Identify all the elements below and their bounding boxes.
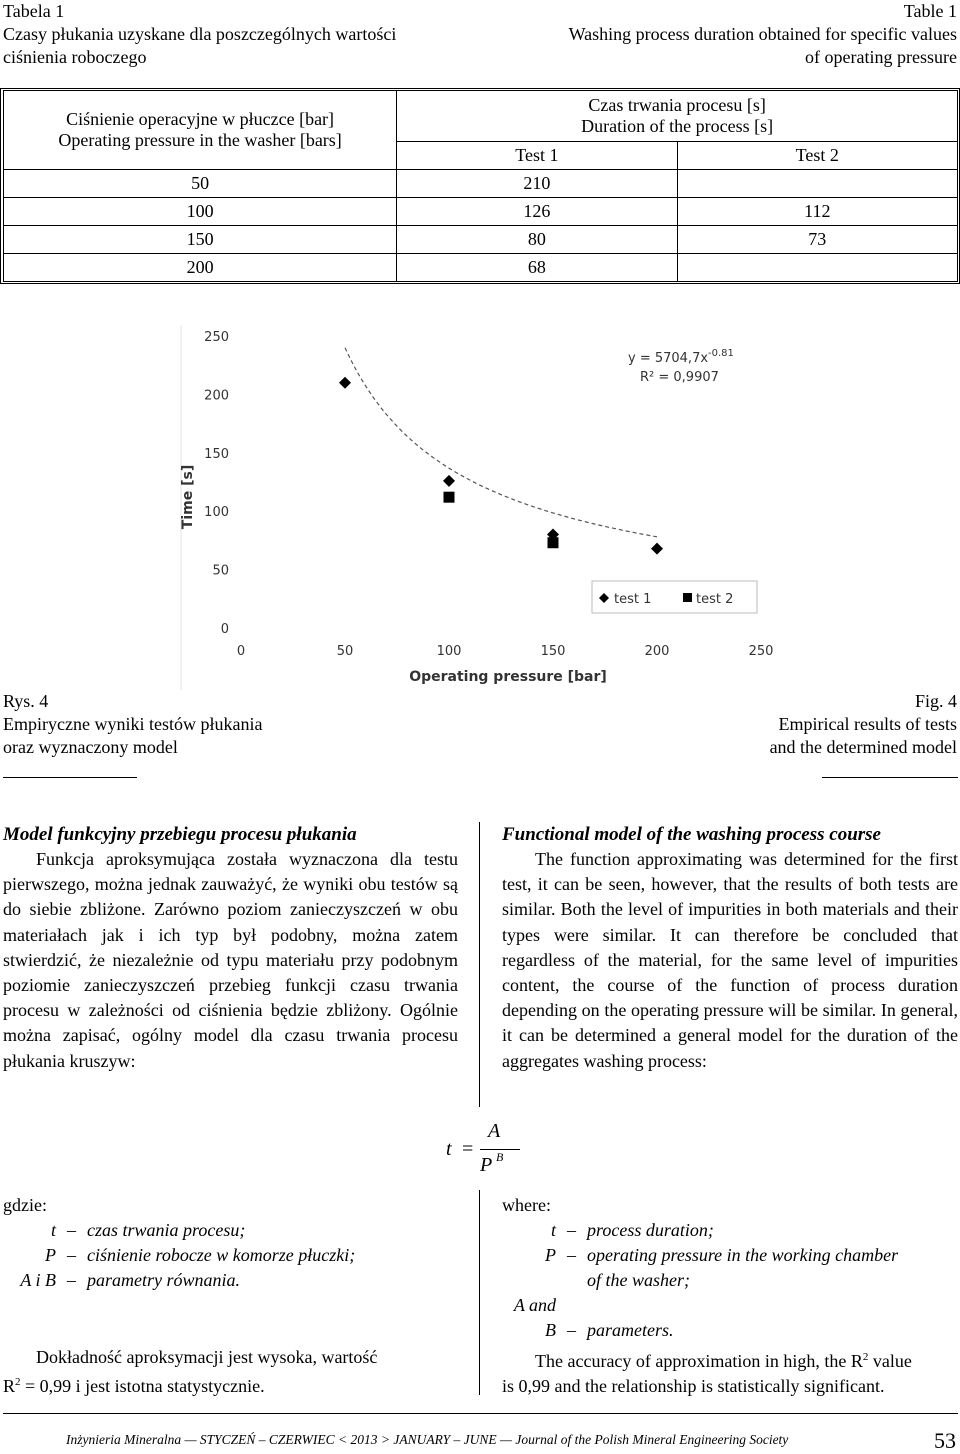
section-title-en: Functional model of the washing process course	[502, 824, 881, 845]
table-cell: 112	[677, 198, 957, 226]
def-dash: –	[567, 1245, 576, 1265]
trend-equation-base: y = 5704,7x	[628, 351, 709, 366]
formula-exponent: B	[496, 1150, 504, 1164]
col-header-pressure	[4, 91, 397, 170]
formula-lhs: t	[446, 1138, 452, 1160]
column-divider-top	[479, 822, 480, 1107]
section-body-pl: Funkcja aproksymująca została wyznaczona dla testu pierwszego, można jednak zauważyć, że wyniki obu testów są do siebie zbliżone. Zarówno poziom zanieczyszczeń w obu materiałach jak i ich typ był podobny, można zatem stwierdzić, że niezależnie od typu materiału przy podobnym poziomie zanieczyszczeń przebieg funkcji czasu trwania procesu w zależności od ciśnienia będzie zbliżony. Ogólnie można zapisać, ogólny model dla czasu trwania procesu płukania kruszyw:	[3, 849, 458, 1071]
formula	[446, 1118, 526, 1180]
col-header-duration-en: Duration of the process [s]	[581, 116, 774, 136]
divider-left	[3, 777, 137, 778]
accuracy-pl-rest: = 0,99 i jest istotna statystycznie.	[20, 1376, 265, 1396]
def-item	[0, 1243, 470, 1268]
def-symbol: t	[550, 1220, 556, 1240]
y-tick-label: 0	[220, 622, 229, 637]
table-cell: 210	[397, 170, 677, 198]
table-cell: 150	[4, 226, 397, 254]
point-test2	[444, 492, 455, 503]
section-title-pl: Model funkcyjny przebiegu procesu płukania	[3, 824, 357, 845]
formula-equals: =	[462, 1138, 474, 1160]
table-cell: 68	[397, 254, 677, 282]
table-cell	[677, 170, 957, 198]
y-tick-label: 100	[204, 505, 229, 521]
legend-test1: test 1	[614, 592, 652, 607]
figure-title-en-line2: and the determined model	[769, 737, 957, 757]
def-desc: of the washer;	[587, 1270, 690, 1290]
x-tick-label: 50	[336, 644, 354, 659]
def-dash: –	[567, 1220, 576, 1240]
table-row	[4, 254, 958, 282]
def-symbol: P	[545, 1245, 556, 1265]
col-header-duration-pl: Czas trwania procesu [s]	[588, 95, 766, 115]
x-tick-label: 100	[436, 644, 462, 659]
y-axis-label: Time [s]	[180, 464, 196, 530]
figure-title-en-line1: Empirical results of tests	[778, 714, 957, 734]
col-header-pressure-pl: Ciśnienie operacyjne w płuczce [bar]	[66, 109, 335, 129]
def-desc: parameters.	[587, 1320, 674, 1340]
point-test1	[651, 543, 663, 555]
sub-header-test2: Test 2	[677, 142, 957, 170]
x-tick-label: 150	[540, 644, 566, 659]
col-header-duration	[397, 91, 958, 142]
def-dash: –	[67, 1220, 76, 1240]
defs-list-en	[500, 1218, 960, 1343]
data-table	[3, 90, 958, 282]
def-dash: –	[67, 1270, 76, 1290]
legend-square-marker	[683, 593, 692, 602]
trend-equation-exponent: -0.81	[708, 348, 734, 359]
def-dash: –	[567, 1320, 576, 1340]
accuracy-pl-sup: 2	[15, 1376, 21, 1388]
section-pl	[3, 822, 458, 1074]
trend-equation	[628, 348, 734, 366]
table-title-en-line1: Washing process duration obtained for specific values	[568, 24, 957, 44]
accuracy-en-text: The accuracy of approximation in high, the R	[535, 1351, 863, 1371]
point-test1	[339, 377, 351, 389]
accuracy-en-line2: is 0,99 and the relationship is statistically significant.	[502, 1376, 885, 1396]
table-title-pl-line1: Czasy płukania uzyskane dla poszczególnych wartości	[3, 24, 397, 44]
def-item	[500, 1218, 960, 1243]
table-label-en: Table 1	[903, 1, 957, 21]
table-caption-en	[569, 0, 957, 69]
point-test2	[548, 537, 559, 548]
accuracy-pl-line1: Dokładność aproksymacji jest wysoka, wartość	[36, 1347, 378, 1367]
table-cell: 200	[4, 254, 397, 282]
column-divider-bottom	[479, 1190, 480, 1395]
def-symbol: t	[50, 1220, 56, 1240]
defs-list-pl	[0, 1218, 470, 1293]
y-tick-label: 200	[204, 388, 229, 404]
formula-denominator: P	[480, 1154, 493, 1176]
figure-caption-pl	[3, 690, 262, 759]
table-row	[4, 198, 958, 226]
x-tick-label: 0	[236, 644, 246, 659]
table-cell	[677, 254, 957, 282]
def-symbol: A and B	[513, 1295, 556, 1340]
footer-rule	[3, 1413, 958, 1414]
def-desc: operating pressure in the working chamber	[587, 1245, 899, 1265]
table-title-pl-line2: ciśnienia roboczego	[3, 47, 147, 67]
y-tick-label: 150	[204, 446, 229, 462]
accuracy-en	[502, 1345, 958, 1399]
trend-r2: R² = 0,9907	[640, 370, 719, 385]
x-axis-ticks	[237, 644, 774, 659]
def-item	[0, 1218, 470, 1243]
def-item	[500, 1268, 960, 1293]
def-desc: ciśnienie robocze w komorze płuczki;	[87, 1245, 356, 1265]
section-en	[502, 822, 958, 1074]
accuracy-pl-line2	[3, 1370, 458, 1399]
accuracy-en-sup: 2	[862, 1351, 869, 1363]
section-body-en: The function approximating was determined for the first test, it can be seen, however, that the results of both tests are similar. Both the level of impurities in both materials and their types were similar. It can therefore be concluded that regardless of the material, for the same level of impurities content, the course of the function of process duration depending on the operating pressure will be similar. In general, it can be determined a general model for the duration of the aggregates washing process:	[502, 849, 958, 1071]
def-desc: czas trwania procesu;	[87, 1220, 246, 1240]
x-axis-label: Operating pressure [bar]	[409, 669, 607, 685]
col-header-pressure-en: Operating pressure in the washer [bars]	[58, 130, 342, 150]
table-cell: 80	[397, 226, 677, 254]
def-item	[0, 1268, 470, 1293]
table-row	[4, 226, 958, 254]
table-caption-pl	[3, 0, 396, 69]
defs-intro-pl: gdzie:	[3, 1195, 47, 1215]
accuracy-pl	[3, 1345, 458, 1399]
table-cell: 126	[397, 198, 677, 226]
table-label-pl: Tabela 1	[3, 1, 65, 21]
def-item	[500, 1243, 960, 1268]
table-title-en-line2: of operating pressure	[805, 47, 957, 67]
y-tick-label: 250	[204, 330, 229, 345]
figure-title-pl-line1: Empiryczne wyniki testów płukania	[3, 714, 263, 734]
table-cell: 50	[4, 170, 397, 198]
legend-test2: test 2	[696, 592, 734, 607]
y-axis-ticks	[204, 330, 229, 637]
defs-intro-en: where:	[502, 1195, 551, 1215]
def-dash: –	[67, 1245, 76, 1265]
accuracy-en-rest: value	[868, 1351, 912, 1371]
chart-legend	[592, 581, 757, 613]
point-test1	[443, 475, 455, 487]
x-tick-label: 200	[644, 644, 670, 659]
trend-line	[345, 348, 657, 537]
def-item	[500, 1293, 960, 1343]
y-tick-label: 50	[212, 563, 229, 579]
accuracy-en-line1	[502, 1345, 958, 1374]
page-number: 53	[934, 1428, 956, 1453]
accuracy-pl-r: R	[3, 1376, 16, 1396]
x-tick-label: 250	[748, 644, 774, 659]
formula-numerator: A	[488, 1120, 501, 1142]
def-desc: process duration;	[587, 1220, 714, 1240]
table-row	[4, 170, 958, 198]
figure-label-pl: Rys. 4	[3, 691, 49, 711]
def-symbol: P	[45, 1245, 56, 1265]
figure-caption-en	[770, 690, 957, 759]
def-desc: parametry równania.	[87, 1270, 240, 1290]
divider-right	[822, 777, 958, 778]
footer-journal: Inżynieria Mineralna — STYCZEŃ – CZERWIEC < 2013 > JANUARY – JUNE — Journal of the Polish Mineral Engineering Society	[66, 1432, 789, 1447]
scatter-chart	[178, 325, 778, 690]
table-cell: 73	[677, 226, 957, 254]
def-symbol: A i B	[20, 1270, 56, 1290]
figure-label-en: Fig. 4	[914, 691, 957, 711]
figure-title-pl-line2: oraz wyznaczony model	[3, 737, 178, 757]
table-cell: 100	[4, 198, 397, 226]
sub-header-test1: Test 1	[397, 142, 677, 170]
